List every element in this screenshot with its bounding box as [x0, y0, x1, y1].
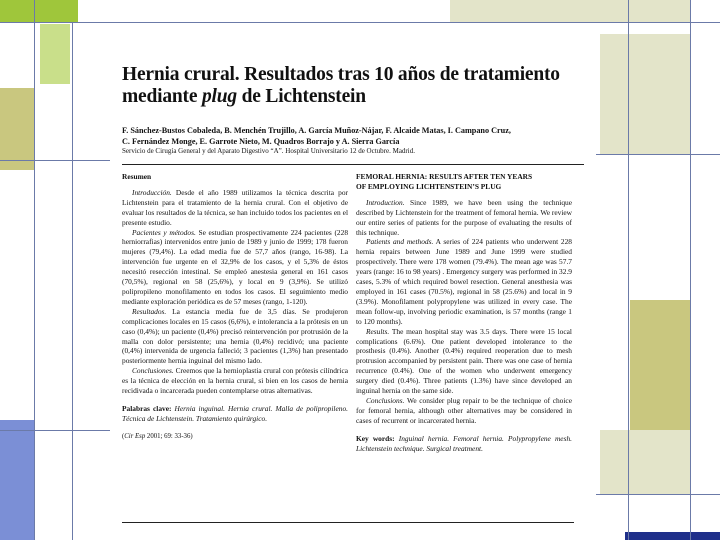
deco-beige-block-right — [600, 34, 690, 154]
run-in-heading: Conclusiones. — [132, 366, 174, 376]
abstract-paragraph — [122, 228, 348, 307]
deco-beige-block-top — [450, 0, 690, 22]
grid-line — [0, 160, 110, 161]
abstract-paragraph — [356, 396, 572, 426]
deco-blue-block — [0, 420, 34, 540]
grid-line — [596, 494, 720, 495]
abstract-paragraph — [356, 237, 572, 326]
run-in-heading: Patients and methods. — [366, 237, 434, 247]
grid-line — [0, 430, 110, 431]
run-in-heading: Resultados. — [132, 306, 167, 316]
deco-beige-block-bottom-right — [600, 430, 690, 494]
paragraph-text: Se estudian prospectivamente 224 pacientes (228 herniorrafias) intervenidos entre junio de 1989 y junio de 1999; 178 fueron mujeres (79,4%). La edad media fue de 57,7 años (rango, 16-98). La intervención fue urgente en el 32,9% de los casos, y el 5,3% de éstos necesitó resección intestinal. Se empleó anestesia general en 161 casos (70,5%), regional en 58 (25,6%), y local en 9 (3,9%). Se utilizó polipropileno monofilamento en todos los casos. El seguimiento medio mediante exploración periódica es de 57 meses (rango, 1-120). — [122, 227, 349, 306]
abstract-heading-line-2: OF EMPLOYING LICHTENSTEIN’S PLUG — [356, 181, 502, 191]
paragraph-text: A series of 224 patients who underwent 228 hernia repairs between June 1989 and June 1999 were studied prospectively. There were 178 women (79.4%). The mean age was 57.7 years (range: 16 to 98 years) . Emergency surgery was performed in 32.9 cases, 5.3% of which required bowel resection. General anesthesia was employed in 161 cases (70.5%), regional in 58 (25.6%) and local in 9 (3.9%). Monofilament polypropylene was utilized in every case. The mean follow-up, involving periodic examination, is 57 months (range 1 to 120 months). — [356, 237, 572, 326]
paragraph-text: Since 1989, we have been using the technique described by Lichtenstein for the treatment of femoral hernia. We review our entire series of patients for the purpose of evaluating the results of this technique. — [356, 197, 572, 237]
keywords — [356, 434, 572, 454]
grid-line — [628, 0, 629, 540]
title-line-2 — [122, 86, 582, 108]
run-in-heading: Pacientes y métodos. — [132, 227, 196, 237]
abstract-paragraph — [122, 188, 348, 228]
run-in-heading: Results. — [366, 326, 390, 336]
keywords-text: Hernia inguinal. Hernia crural. Malla de polipropileno. Técnica de Lichtenstein. Tratamiento quirúrgico. — [122, 403, 349, 423]
abstract-paragraph — [356, 327, 572, 396]
deco-beige-block-left — [0, 88, 34, 170]
article-page — [110, 44, 596, 540]
paragraph-text: Creemos que la hernioplastia crural con prótesis cilíndrica es la técnica de elección en la hernia crural, si bien en los casos de hernia recidivada o incarcerada pueden contemplarse otras alternativas. — [122, 366, 348, 396]
abstract-heading-line-1: FEMORAL HERNIA: RESULTS AFTER TEN YEARS — [356, 172, 533, 181]
citation — [122, 432, 348, 442]
authors-line-1: F. Sánchez-Bustos Cobaleda, B. Menchén Trujillo, A. García Muñoz-Nájar, F. Alcaide Matas, I. Campano Cruz, — [122, 126, 511, 135]
deco-navy-block — [625, 532, 720, 540]
grid-line — [690, 0, 691, 540]
run-in-heading: Conclusions. — [366, 395, 405, 405]
citation-journal: Cir Esp — [124, 432, 146, 440]
paragraph-text: The mean hospital stay was 3.5 days. There were 15 local complications (6.6%). One patient developed intolerance to the prosthesis (0.4%). Another (0.4%) required reoperation due to mesh protrusion accompanied by persistent pain. There was one case of hernia recurrence (0.4%). One of the women who underwent emergency surgery died (0.4%). Three patients (1.3%) have since developed an inguinal hernia on the same side. — [356, 326, 572, 396]
article-title — [122, 64, 582, 108]
keywords-label: Palabras clave: — [122, 403, 172, 413]
abstract-heading — [356, 172, 572, 192]
grid-line — [72, 22, 73, 540]
run-in-heading: Introducción. — [132, 187, 172, 197]
abstract-spanish — [122, 172, 348, 442]
grid-line — [0, 22, 720, 23]
run-in-heading: Introduction. — [366, 197, 405, 207]
deco-olive-block-right — [630, 300, 690, 430]
deco-green-block-left — [40, 24, 70, 84]
paragraph-text: We consider plug repair to be the technique of choice for femoral hernia, although other alternatives may be considered in cases of recurrent or incarcerated hernia. — [356, 395, 572, 425]
abstract-english — [356, 172, 572, 453]
grid-line — [34, 0, 35, 540]
abstract-paragraph — [122, 366, 348, 396]
title-line-2-start: mediante — [122, 86, 202, 107]
title-line-2-italic: plug — [201, 86, 237, 107]
grid-line — [596, 154, 720, 155]
affiliation: Servicio de Cirugía General y del Aparato Digestivo “A”. Hospital Universitario 12 de Octubre. Madrid. — [122, 147, 415, 155]
title-line-2-end: de Lichtenstein — [236, 86, 366, 107]
citation-ref: 2001; 69: 33-36) — [145, 432, 193, 440]
paragraph-text: Desde el año 1989 utilizamos la técnica descrita por Lichtenstein para el tratamiento de la hernia crural. Con el objetivo de evaluar los resultados de la técnica, se han incluido todos los pacientes en el presente estudio. — [122, 187, 348, 227]
keywords-text: Inguinal hernia. Femoral hernia. Polypropylene mesh. Lichtenstein technique. Surgical treatment. — [356, 433, 572, 453]
paragraph-text: La estancia media fue de 3,5 días. Se produjeron complicaciones locales en 15 casos (6,6%), e intolerancia a la prótesis en un caso (0,4%); un paciente (0,4%) precisó reintervención por protrusión de la malla con dolor persistente; una hernia (0,4%) recidivó; una paciente (0,4%) intervenida de urgencia falleció; 3 pacientes (1,3%) han presentado posteriormente hernia inguinal del mismo lado. — [122, 306, 348, 366]
keywords-label: Key words: — [356, 433, 395, 443]
divider — [122, 522, 574, 523]
divider — [122, 164, 584, 165]
authors — [122, 126, 592, 147]
title-line-1: Hernia crural. Resultados tras 10 años de tratamiento — [122, 64, 560, 85]
keywords — [122, 404, 348, 424]
abstract-heading: Resumen — [122, 172, 152, 181]
abstract-paragraph — [356, 198, 572, 238]
deco-green-block — [0, 0, 78, 22]
authors-line-2: C. Fernández Monge, E. Garrote Nieto, M. Quadros Borrajo y A. Sierra García — [122, 136, 400, 146]
citation-open: ( — [122, 432, 125, 440]
abstract-paragraph — [122, 307, 348, 366]
